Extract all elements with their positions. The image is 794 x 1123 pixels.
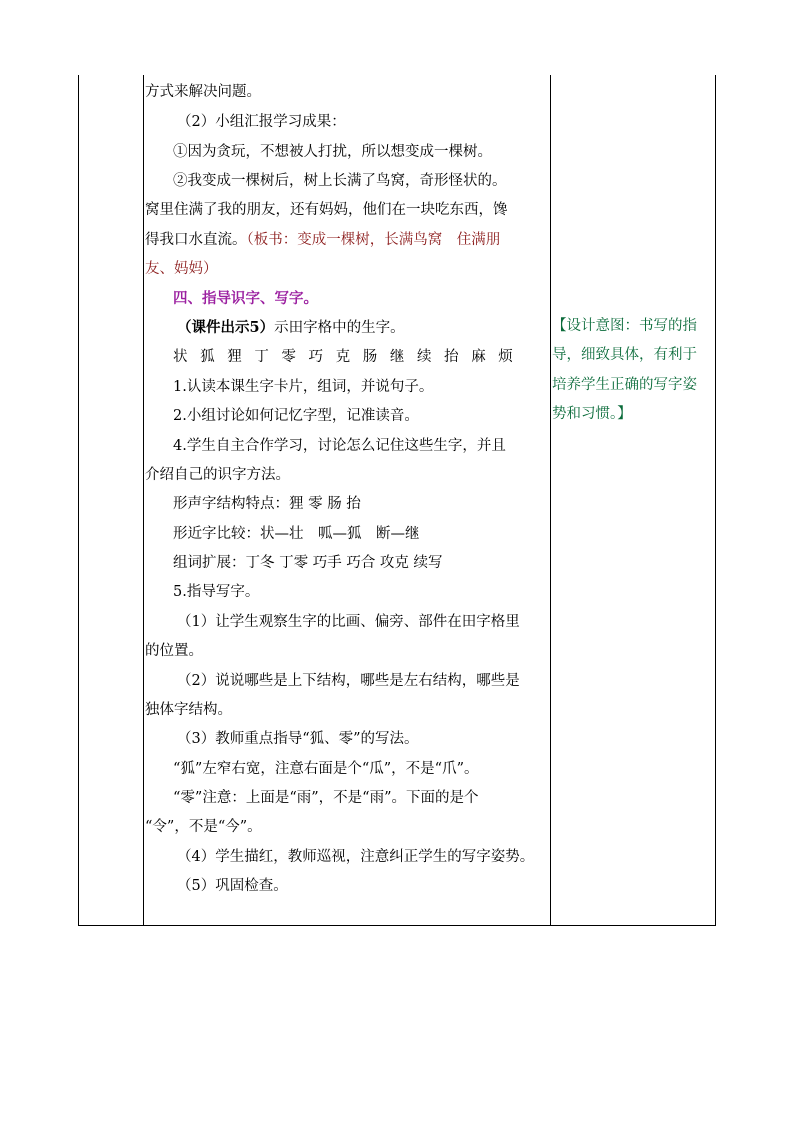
- table-border-col1: [143, 75, 144, 926]
- courseware-tag: （课件出示5）: [177, 319, 275, 336]
- text-line: 组词扩展：丁冬 丁零 巧手 巧合 攻克 续写: [173, 555, 443, 571]
- new-characters: 状 狐 狸 丁 零 巧 克 肠 继 续 抬 麻 烦: [173, 349, 517, 365]
- text-line: “狐”左窄右宽，注意右面是个“瓜”，不是“爪”。: [173, 761, 479, 777]
- text-line: （5）巩固检查。: [177, 878, 288, 894]
- table-border-col2: [550, 75, 551, 926]
- text-line: 1.认读本课生字卡片，组词，并说句子。: [173, 379, 434, 395]
- text-line: （4）学生描红，教师巡视，注意纠正学生的写字姿势。: [177, 849, 535, 865]
- text-line: （1）让学生观察生字的比画、偏旁、部件在田字格里: [177, 614, 520, 630]
- text-line: 得我口水直流。（板书：变成一棵树，长满鸟窝 住满朋: [145, 232, 501, 248]
- text-line: 的位置。: [145, 643, 203, 659]
- text-line: “令”，不是“今”。: [145, 819, 262, 835]
- table-border-left: [78, 75, 79, 926]
- text-line: ①因为贪玩，不想被人打扰，所以想变成一棵树。: [173, 144, 492, 160]
- text-line: 形近字比较：状—壮 呱—狐 断—继: [173, 526, 420, 542]
- text-line: 窝里住满了我的朋友，还有妈妈，他们在一块吃东西，馋: [145, 202, 508, 218]
- text-line: “零”注意：上面是“雨”，不是“雨”。下面的是个: [173, 790, 479, 806]
- blackboard-note: （板书：变成一棵树，长满鸟窝 住满朋: [246, 232, 501, 248]
- blackboard-note: 友、妈妈）: [145, 261, 218, 277]
- text-line: （课件出示5）示田字格中的生字。: [177, 319, 405, 336]
- text-line: （2）小组汇报学习成果：: [177, 114, 346, 130]
- text-line: 2.小组讨论如何记忆字型，记准读音。: [173, 408, 419, 424]
- table-border-bottom: [78, 925, 716, 926]
- text-line: ②我变成一棵树后，树上长满了鸟窝，奇形怪状的。: [173, 173, 507, 189]
- text-line: 4.学生自主合作学习，讨论怎么记住这些生字，并且: [173, 438, 506, 454]
- text-line: 方式来解决问题。: [145, 84, 261, 100]
- table-border-right: [715, 75, 716, 926]
- text-line: （3）教师重点指导“狐、零”的写法。: [177, 731, 419, 747]
- design-intent-line: 导，细致具体，有利于: [552, 347, 697, 363]
- text-line: （2）说说哪些是上下结构，哪些是左右结构，哪些是: [177, 673, 520, 689]
- text-line: 形声字结构特点：狸 零 肠 抬: [173, 496, 361, 512]
- text-line: 5.指导写字。: [173, 584, 260, 600]
- design-intent-line: 【设计意图：书写的指: [552, 318, 697, 334]
- section-heading: 四、指导识字、写字。: [173, 290, 318, 307]
- text-line: 独体字结构。: [145, 702, 232, 718]
- text-line: 介绍自己的识字方法。: [145, 467, 290, 483]
- design-intent-line: 培养学生正确的写字姿: [552, 377, 697, 393]
- design-intent-line: 势和习惯。】: [552, 406, 632, 422]
